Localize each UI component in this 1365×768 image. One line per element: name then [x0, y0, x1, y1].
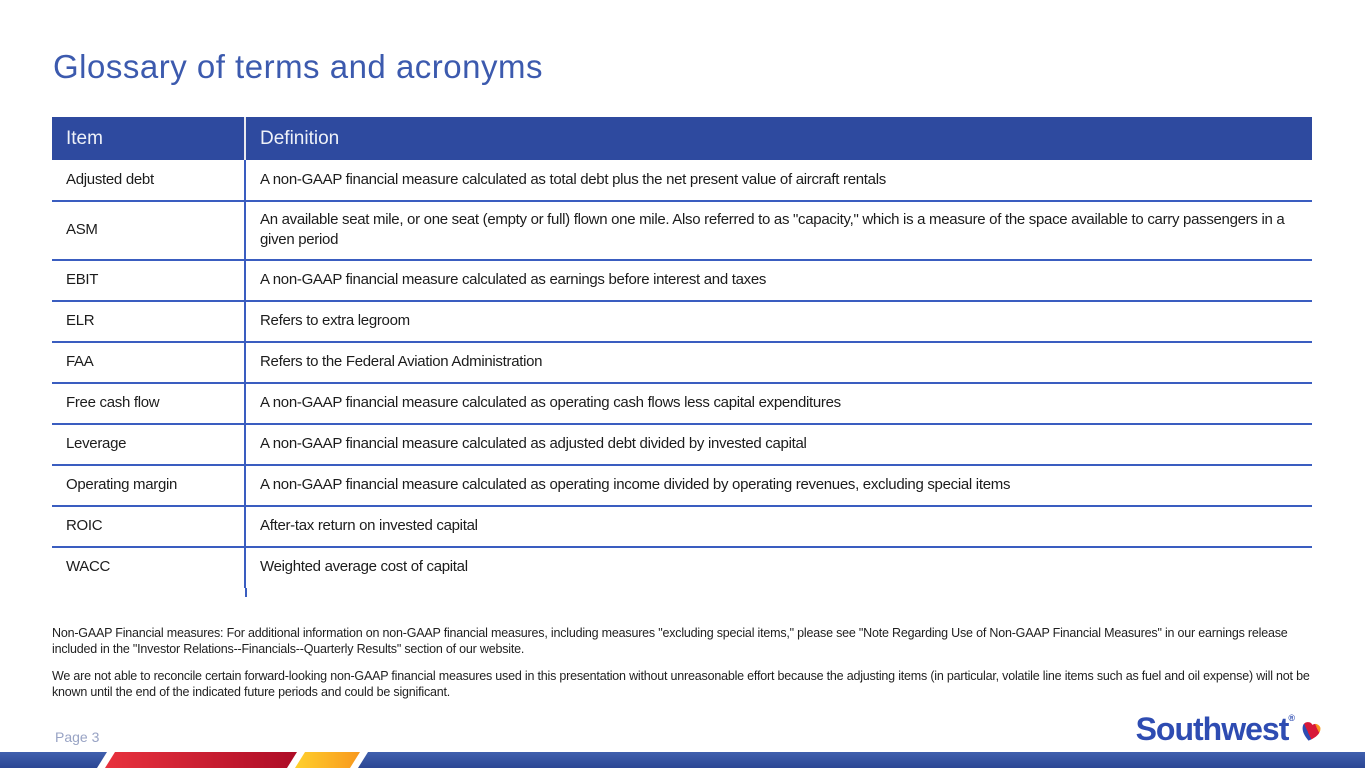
- item-cell: WACC: [52, 547, 245, 588]
- page-number: Page 3: [55, 729, 100, 745]
- item-cell: ROIC: [52, 506, 245, 547]
- table-row: [52, 160, 1312, 201]
- definition-cell: Refers to the Federal Aviation Administration: [245, 342, 1312, 383]
- table-row: [52, 547, 1312, 588]
- table-row: [52, 201, 1312, 260]
- southwest-logo-text: Southwest: [1135, 711, 1289, 747]
- definition-cell: After-tax return on invested capital: [245, 506, 1312, 547]
- definition-cell: An available seat mile, or one seat (empty or full) flown one mile. Also referred to as "capacity," which is a measure of the space available to carry passengers in a given period: [245, 201, 1312, 260]
- column-header-definition: Definition: [245, 117, 1312, 160]
- definition-cell: Refers to extra legroom: [245, 301, 1312, 342]
- definition-cell: A non-GAAP financial measure calculated as operating income divided by operating revenues, excluding special items: [245, 465, 1312, 506]
- item-cell: ELR: [52, 301, 245, 342]
- item-cell: ASM: [52, 201, 245, 260]
- table-row: [52, 301, 1312, 342]
- stripe-blue-left: [0, 752, 107, 768]
- table-row: [52, 342, 1312, 383]
- definition-cell: A non-GAAP financial measure calculated as adjusted debt divided by invested capital: [245, 424, 1312, 465]
- registered-trademark-icon: ®: [1288, 713, 1295, 723]
- southwest-logo: [1136, 711, 1325, 747]
- definition-cell: A non-GAAP financial measure calculated as earnings before interest and taxes: [245, 260, 1312, 301]
- table-row: [52, 506, 1312, 547]
- stripe-red: [105, 752, 297, 768]
- item-cell: Leverage: [52, 424, 245, 465]
- table-row: [52, 465, 1312, 506]
- stripe-yellow: [295, 752, 360, 768]
- southwest-heart-icon: [1294, 714, 1328, 747]
- table-row: [52, 383, 1312, 424]
- item-cell: Operating margin: [52, 465, 245, 506]
- glossary-table-wrap: [52, 117, 1312, 597]
- footnote-non-gaap: Non-GAAP Financial measures: For additional information on non-GAAP financial measures, including measures "excluding special items," please see "Note Regarding Use of Non-GAAP Financial Measures" in our earnings release included in the "Investor Relations--Financials--Quarterly Results" section of our website.: [52, 626, 1288, 656]
- glossary-table: [52, 117, 1312, 588]
- table-row: [52, 260, 1312, 301]
- bottom-brand-stripe: [0, 752, 1365, 768]
- table-row: [52, 424, 1312, 465]
- definition-cell: A non-GAAP financial measure calculated as total debt plus the net present value of aircraft rentals: [245, 160, 1312, 201]
- footnote-forward-looking: We are not able to reconcile certain forward-looking non-GAAP financial measures used in this presentation without unreasonable effort because the adjusting items (in particular, volatile line items such as fuel and oil expense) will not be known until the end of the indicated future periods and could be significant.: [52, 669, 1310, 699]
- table-header-row: [52, 117, 1312, 160]
- item-cell: FAA: [52, 342, 245, 383]
- item-cell: Free cash flow: [52, 383, 245, 424]
- definition-cell: Weighted average cost of capital: [260, 558, 468, 576]
- item-cell: Adjusted debt: [52, 160, 245, 201]
- item-cell: EBIT: [52, 260, 245, 301]
- stripe-blue-right: [358, 752, 1365, 768]
- column-header-item: Item: [52, 117, 245, 160]
- column-divider-extension: [245, 588, 247, 597]
- definition-cell: A non-GAAP financial measure calculated as operating cash flows less capital expenditures: [245, 383, 1312, 424]
- page-title: Glossary of terms and acronyms: [53, 48, 543, 85]
